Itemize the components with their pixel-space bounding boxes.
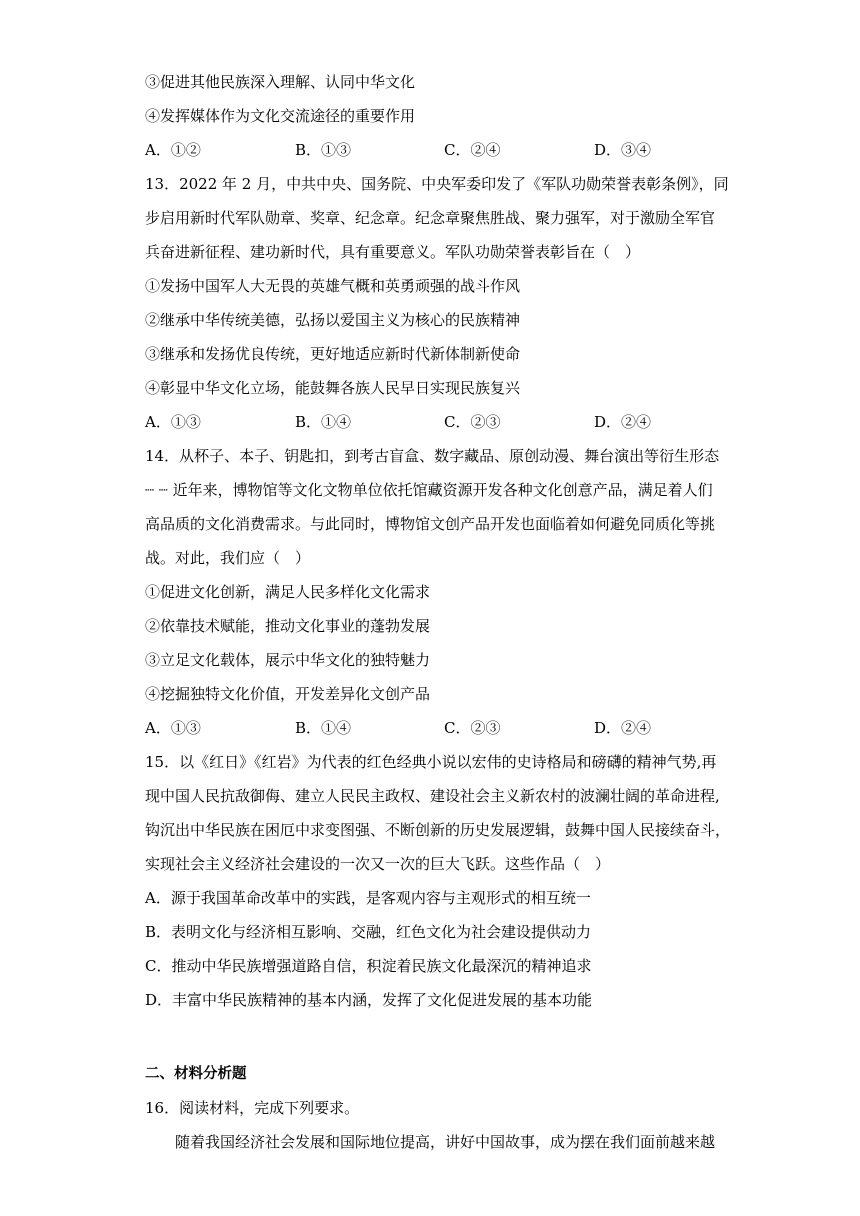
q14-item-4: ④挖掘独特文化价值，开发差异化文创产品 — [145, 685, 431, 703]
q14-item-2: ②依靠技术赋能，推动文化事业的蓬勃发展 — [145, 617, 431, 635]
q15-choice-a: A．源于我国革命改革中的实践，是客观内容与主观形式的相互统一 — [145, 889, 591, 907]
q13-item-4: ④彰显中华文化立场，能鼓舞各族人民早日实现民族复兴 — [145, 379, 521, 397]
q14-option-d: D．②④ — [594, 719, 652, 737]
q14-option-b: B．①④ — [295, 719, 352, 737]
q13-option-c: C．②③ — [444, 413, 501, 431]
q14-stem-line-1: 14．从杯子、本子、钥匙扣，到考古盲盒、数字藏品、原创动漫、舞台演出等衍生形态 — [145, 447, 720, 465]
q16-material-paragraph: 随着我国经济社会发展和国际地位提高，讲好中国故事，成为摆在我们面前越来越 — [175, 1133, 716, 1151]
q12-option-c: C．②④ — [444, 141, 501, 159]
q14-stem-line-4: 战。对此，我们应（ ） — [145, 549, 311, 567]
q13-stem-line-2: 步启用新时代军队勋章、奖章、纪念章。纪念章聚焦胜战、聚力强军，对于激励全军官 — [145, 209, 716, 227]
q15-stem-line-3: 钩沉出中华民族在困厄中求变图强、不断创新的历史发展逻辑，鼓舞中国人民接续奋斗， — [145, 821, 731, 839]
q14-item-1: ①促进文化创新，满足人民多样化文化需求 — [145, 583, 431, 601]
q13-stem-line-1: 13．2022 年 2 月，中共中央、国务院、中央军委印发了《军队功勋荣誉表彰条例》，同 — [145, 175, 729, 193]
q13-option-d: D．②④ — [594, 413, 652, 431]
q13-item-1: ①发扬中国军人大无畏的英雄气概和英勇顽强的战斗作风 — [145, 277, 521, 295]
q14-option-a: A．①③ — [145, 719, 201, 737]
q13-option-a: A．①③ — [145, 413, 201, 431]
q12-item-3: ③促进其他民族深入理解、认同中华文化 — [145, 73, 416, 91]
q14-item-3: ③立足文化载体，展示中华文化的独特魅力 — [145, 651, 431, 669]
q15-stem-line-2: 现中国人民抗敌御侮、建立人民民主政权、建设社会主义新农村的波澜壮阔的革命进程, — [145, 787, 720, 805]
q15-stem-line-1: 15．以《红日》《红岩》为代表的红色经典小说以宏伟的史诗格局和磅礴的精神气势,再 — [145, 753, 717, 771]
q12-option-a: A．①② — [145, 141, 201, 159]
q12-option-b: B．①③ — [295, 141, 352, 159]
q13-item-3: ③继承和发扬优良传统，更好地适应新时代新体制新使命 — [145, 345, 521, 363]
q13-stem-line-3: 兵奋进新征程、建功新时代，具有重要意义。军队功勋荣誉表彰旨在（ ） — [145, 243, 641, 261]
q12-option-d: D．③④ — [594, 141, 652, 159]
q14-stem-line-3: 高品质的文化消费需求。与此同时，博物馆文创产品开发也面临着如何避免同质化等挑 — [145, 515, 716, 533]
q13-option-b: B．①④ — [295, 413, 352, 431]
q15-choice-d: D．丰富中华民族精神的基本内涵，发挥了文化促进发展的基本功能 — [145, 991, 593, 1009]
q12-item-4: ④发挥媒体作为文化交流途径的重要作用 — [145, 107, 416, 125]
section-heading: 二、材料分析题 — [145, 1066, 247, 1082]
q13-item-2: ②继承中华传统美德，弘扬以爱国主义为核心的民族精神 — [145, 311, 521, 329]
q15-stem-line-4: 实现社会主义经济社会建设的一次又一次的巨大飞跃。这些作品（ ） — [145, 855, 611, 873]
q15-choice-b: B．表明文化与经济相互影响、交融，红色文化为社会建设提供动力 — [145, 923, 592, 941]
q14-option-c: C．②③ — [444, 719, 501, 737]
q15-choice-c: C．推动中华民族增强道路自信，积淀着民族文化最深沉的精神追求 — [145, 957, 592, 975]
q16-stem: 16．阅读材料，完成下列要求。 — [145, 1099, 360, 1117]
q14-stem-line-2: ┈ ┈ 近年来，博物馆等文化文物单位依托馆藏资源开发各种文化创意产品，满足着人们 — [145, 481, 713, 499]
